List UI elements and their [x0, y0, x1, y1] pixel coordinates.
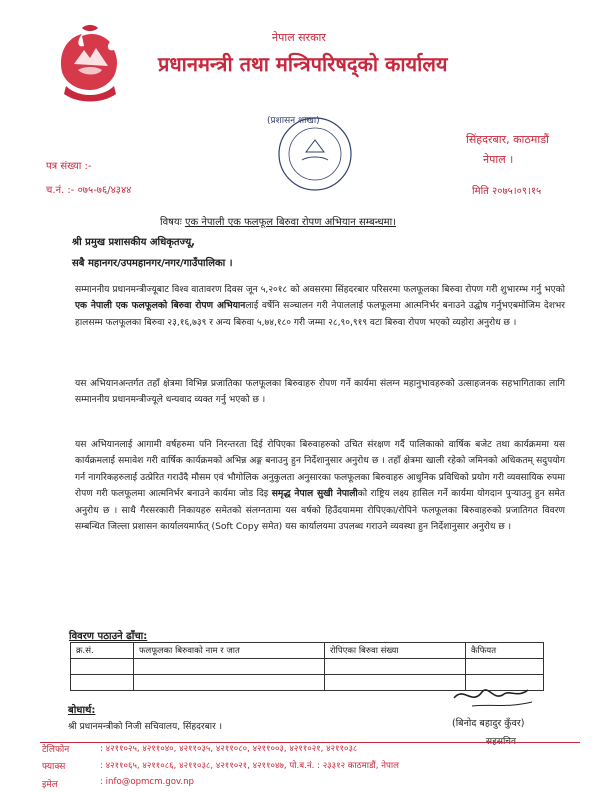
- body-paragraph: [75, 282, 565, 331]
- paragraph-text: को राष्ट्रिय लक्ष्य हासिल गर्ने कार्यमा योगदान पुऱ्याउनु हुन समेत अनुरोध छ । साथै गैरसरकारी निकायहरु समेतको संलग्नतामा यस वर्षको हिउँदयाममा रोपिएका/रोपिने फलफूलका बिरुवाहरुको प्रजातिगत विवरण सम्बन्धित जिल्ला प्रशासन कार्यालयमार्फत् (Soft Copy समेत) यस कार्यालयमा उपलब्ध गराउने व्यवस्था हुन निर्देशानुसार अनुरोध छ ।: [75, 489, 565, 533]
- addressee-line: सबै महानगर/उपमहानगर/नगर/गाउँपालिका ।: [72, 258, 233, 269]
- slogan: समृद्ध नेपाल सुखी नेपाली: [271, 489, 358, 500]
- location-place: सिंहदरबार, काठमाडौं: [466, 133, 549, 146]
- subject-text: एक नेपाली एक फलफूल बिरुवा रोपण अभियान सम्बन्धमा।: [184, 217, 396, 228]
- addressee-line: श्री प्रमुख प्रशासकीय अधिकृतज्यू,: [72, 237, 195, 248]
- paragraph-text: यस अभियानलाई आगामी वर्षहरुमा पनि निरन्तरता दिई रोपिएका बिरुवाहरुको उचित संरक्षण गर्दै पालिकाको वार्षिक बजेट तथा कार्यक्रममा यस कार्यक्रमलाई समावेश गरी वार्षिक कार्यक्रमको अभिन्न अङ्ग बनाउनु हुन निर्देशानुसार अनुरोध छ । तहाँ क्षेत्रमा खाली रहेको जमिनको अधिकतम् सदुपयोग गर्न नागरिकहरुलाई उत्प्रेरित गराउँदै मौसम एवं भौगोलिक अनुकुलता अनुसारका फलफूलका बिरुवाहरु आधुनिक प्रविधिको प्रयोग गरी व्यवसायिक रुपमा रोपण गरी फलफूलमा आत्मनिर्भर बनाउने कार्यमा जोड दिइ: [75, 440, 565, 500]
- table-row: [71, 659, 544, 675]
- signatory-title: सहसचिव: [486, 737, 516, 747]
- campaign-name: एक नेपाली एक फलफूलको बिरुवा रोपण अभियान: [75, 301, 246, 312]
- letter-date: मिति २०७५।०९।१५: [472, 186, 542, 197]
- signatory-name: (बिनोद बहादुर कुँवर): [452, 718, 525, 729]
- signature-icon: [448, 676, 548, 716]
- form-title: विवरण पठाउने ढाँचा:: [69, 631, 148, 642]
- column-header: रोपिएका बिरुवा संख्या: [325, 643, 466, 659]
- table-header-row: [71, 643, 544, 659]
- copy-to-label: बोधार्थ:: [68, 705, 96, 716]
- paragraph-text: लाई वर्षेनि सञ्चालन गरी नेपाललाई फलफूलमा आत्मनिर्भर बनाउने उद्घोष गर्नुभएबमोजिम देशभर हालसम्म फलफूलका बिरुवा २३,१६,७३९ र अन्य बिरुवा ५,७४,१८० गरी जम्मा २८,९०,९१९ वटा बिरुवा रोपण भएको व्यहोरा अनुरोध छ ।: [75, 301, 566, 328]
- subject-line: [160, 214, 396, 228]
- column-header: क्र.सं.: [71, 643, 134, 659]
- copy-to-recipient: श्री प्रधानमन्त्रीको निजी सचिवालय, सिंहदरबार ।: [68, 722, 223, 732]
- fax-label: फ्याक्स: [42, 762, 66, 772]
- body-paragraph: यस अभियानअन्तर्गत तहाँ क्षेत्रमा विभिन्न प्रजातिका फलफूलका बिरुवाहरु रोपण गर्ने कार्यमा संलग्न महानुभावहरुको उत्साहजनक सहभागिताका लागि सम्माननीय प्रधानमन्त्रीज्यूले धन्यवाद व्यक्त गर्नु भएको छ ।: [75, 379, 565, 406]
- location-country: नेपाल ।: [483, 153, 514, 166]
- column-header: फलफूलका बिरुवाको नाम र जात: [134, 643, 325, 659]
- letter-number-label: पत्र संख्या :-: [46, 161, 92, 172]
- subject-label: विषयः: [160, 217, 182, 228]
- telephone-numbers: : ४२११०२५, ४२११०४०, ४२११०३५, ४२११०८०, ४२११००३, ४२११०२१, ४२११०३८: [100, 744, 358, 754]
- column-header: कैफियत: [466, 643, 544, 659]
- paragraph-text: सम्माननीय प्रधानमन्त्रीज्यूबाट विश्व वातावरण दिवस जून ५,२०१८ को अवसरमा सिंहदरबार परिसरमा फलफूलका बिरुवा रोपण गरी शुभारम्भ गर्नु भएको: [75, 285, 565, 295]
- stamp-text: (प्रशासन शाखा): [267, 116, 320, 126]
- fax-numbers: : ४२११०६५, ४२११०८६, ४२११०३८, ४२११०२१, ४२११०४७, पो.ब.नं. : २३३१२ काठमाडौं, नेपाल: [100, 761, 399, 771]
- telephone-label: टेलिफोन: [42, 745, 70, 755]
- body-paragraph: [75, 437, 565, 535]
- email-label: इमेल: [42, 780, 58, 790]
- email-address: : info@opmcm.gov.np: [100, 777, 195, 787]
- dispatch-number: च.नं. :- ०७५-७६/४३४४: [46, 185, 132, 196]
- office-name: प्रधानमन्त्री तथा मन्त्रिपरिषद्को कार्यालय: [158, 52, 448, 76]
- government-name: नेपाल सरकार: [272, 31, 326, 44]
- nepal-emblem-icon: [52, 24, 128, 108]
